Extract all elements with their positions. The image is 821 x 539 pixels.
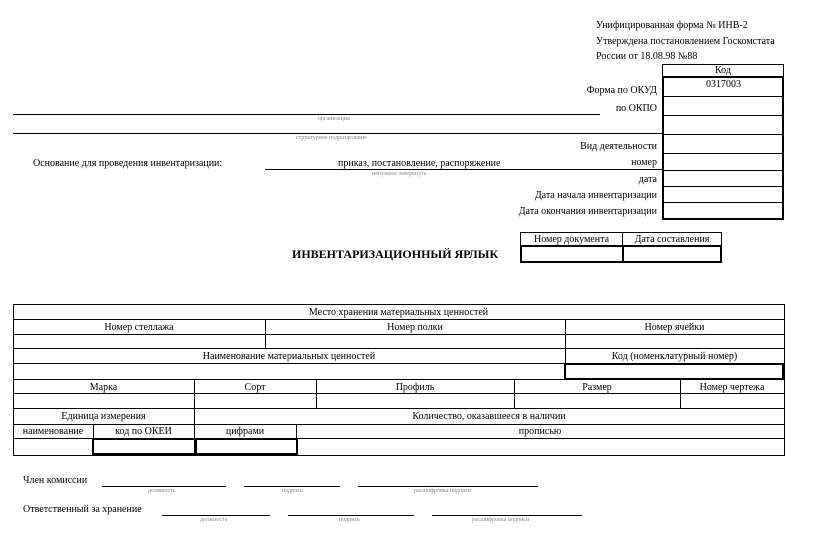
unit-header: Единица измерения — [61, 411, 146, 422]
okud-label: Форма по ОКУД — [586, 85, 657, 96]
approval-line: Утверждена постановлением Госкомстата — [596, 36, 775, 47]
drawing-number-header: Номер чертежа — [699, 382, 765, 393]
responsible-position-line[interactable] — [162, 515, 270, 516]
organization-line[interactable] — [13, 114, 600, 115]
basis-date-field[interactable] — [664, 171, 783, 185]
member-position-line[interactable] — [102, 486, 226, 487]
member-signature-line[interactable] — [244, 486, 340, 487]
rack-number-header: Номер стеллажа — [104, 322, 174, 333]
basis-number-field[interactable] — [664, 154, 783, 169]
subdivision-line[interactable] — [13, 133, 662, 134]
drawing-number-field[interactable] — [681, 394, 783, 407]
okpo-label: по ОКПО — [615, 103, 657, 114]
basis-label: Основание для проведения инвентаризации: — [33, 158, 223, 169]
unit-name-header: наименование — [22, 426, 84, 437]
cell-number-header: Номер ячейки — [644, 322, 705, 333]
item-code-header: Код (номенклатурный номер) — [611, 351, 738, 362]
code-header: Код — [715, 64, 731, 76]
okei-code-header: код по ОКЕИ — [115, 426, 172, 437]
document-number-field[interactable] — [522, 247, 622, 259]
storage-place-header: Место хранения материальных ценностей — [308, 307, 489, 318]
member-decoding-line[interactable] — [358, 486, 538, 487]
unit-name-field[interactable] — [14, 439, 92, 453]
start-date-field[interactable] — [664, 187, 783, 201]
profile-field[interactable] — [317, 394, 513, 407]
item-name-header: Наименование материальных ценностей — [202, 351, 376, 362]
grade-field[interactable] — [195, 394, 315, 407]
shelf-number-field[interactable] — [266, 335, 564, 347]
okei-code-field[interactable] — [92, 438, 197, 455]
quantity-words-field[interactable] — [297, 439, 783, 453]
commission-member-label: Член комиссии — [23, 475, 88, 486]
member-decoding-caption: расшифровка подписи — [414, 488, 472, 494]
document-date-header: Дата составления — [634, 233, 710, 245]
document-date-field[interactable] — [624, 247, 719, 259]
responsible-decoding-caption: расшифровка подписи — [472, 517, 530, 523]
form-number: Унифицированная форма № ИНВ-2 — [596, 20, 748, 31]
activity-code-field[interactable] — [664, 135, 783, 152]
item-name-field[interactable] — [14, 364, 564, 378]
member-position-caption: должность — [148, 488, 176, 494]
responsible-label: Ответственный за хранение — [23, 504, 142, 515]
cell-number-field[interactable] — [566, 335, 783, 347]
member-signature-caption: подпись — [282, 488, 303, 494]
grade-header: Сорт — [244, 382, 266, 393]
document-title: ИНВЕНТАРИЗАЦИОННЫЙ ЯРЛЫК — [292, 247, 499, 261]
activity-label: Вид деятельности — [580, 141, 657, 152]
rack-number-field[interactable] — [14, 335, 264, 347]
basis-number-label: номер — [631, 157, 657, 168]
quantity-header: Количество, оказавшееся в наличии — [412, 411, 566, 422]
subdivision-caption: структурное подразделение — [296, 135, 367, 141]
basis-options: приказ, постановление, распоряжение — [338, 158, 501, 169]
responsible-position-caption: должность — [200, 517, 228, 523]
okpo-code-field[interactable] — [664, 97, 783, 114]
approval-date-line: России от 18.08.98 №88 — [596, 51, 698, 62]
profile-header: Профиль — [395, 382, 435, 393]
end-date-field[interactable] — [664, 203, 783, 217]
in-digits-header: цифрами — [225, 426, 265, 437]
brand-header: Марка — [89, 382, 118, 393]
okud-code-field[interactable]: 0317003 — [706, 79, 741, 90]
start-date-label: Дата начала инвентаризации — [534, 190, 657, 201]
responsible-decoding-line[interactable] — [432, 515, 582, 516]
item-code-field[interactable] — [564, 363, 784, 380]
strike-caption: ненужное зачеркнуть — [372, 171, 427, 177]
shelf-number-header: Номер полки — [387, 322, 443, 333]
responsible-signature-line[interactable] — [288, 515, 414, 516]
responsible-signature-caption: подпись — [339, 517, 360, 523]
size-field[interactable] — [515, 394, 679, 407]
size-header: Размер — [582, 382, 612, 393]
in-words-header: прописью — [518, 426, 562, 437]
basis-date-label: дата — [638, 174, 657, 185]
basis-line[interactable] — [265, 169, 662, 170]
document-number-header: Номер документа — [533, 233, 610, 245]
quantity-digits-field[interactable] — [194, 438, 298, 455]
end-date-label: Дата окончания инвентаризации — [518, 206, 657, 217]
organization-caption: организация — [318, 116, 350, 122]
brand-field[interactable] — [14, 394, 193, 407]
